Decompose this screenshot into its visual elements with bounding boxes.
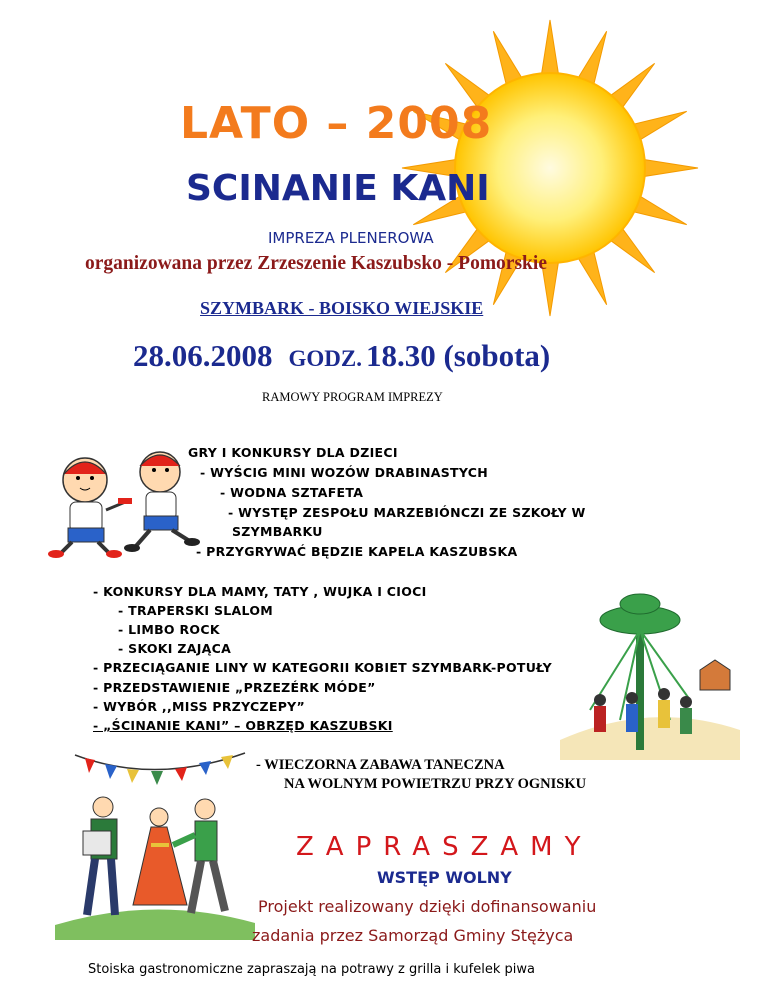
adult-program-item: - WYBÓR ,,MISS PRZYCZEPY”: [93, 699, 306, 714]
venue: SZYMBARK - BOISKO WIEJSKIE: [200, 298, 484, 318]
title-event: SCINANIE KANI: [186, 168, 490, 209]
kids-program-item: - PRZYGRYWAĆ BĘDZIE KAPELA KASZUBSKA: [196, 544, 518, 559]
adult-program-item: - KONKURSY DLA MAMY, TATY , WUJKA I CIOCI: [93, 584, 427, 599]
evening-line2: NA WOLNYM POWIETRZU PRZY OGNISKU: [284, 776, 587, 792]
title-year: LATO – 2008: [180, 98, 493, 149]
folk-dancers-clipart: [55, 745, 255, 940]
kids-program-item: - WODNA SZTAFETA: [220, 485, 364, 500]
adult-program-item: - PRZECIĄGANIE LINY W KATEGORII KOBIET SZYMBARK-POTUŁY: [93, 660, 552, 675]
subtitle: IMPREZA PLENEROWA: [268, 229, 434, 247]
adult-program-item: - LIMBO ROCK: [118, 622, 220, 637]
organizer: organizowana przez Zrzeszenie Kaszubsko - Pomorskie: [85, 253, 547, 274]
adult-program-item: - SKOKI ZAJĄCA: [118, 641, 232, 656]
adult-program-item: - PRZEDSTAWIENIE „PRZEZÉRK MÓDE”: [93, 680, 376, 695]
maypole-dance-clipart: [560, 590, 740, 760]
entry-free: WSTĘP WOLNY: [377, 868, 512, 887]
sun-ray: [637, 159, 698, 178]
project-line1: Projekt realizowany dzięki dofinansowaniu: [258, 897, 597, 916]
adult-program-item: - TRAPERSKI SLALOM: [118, 603, 274, 618]
program-heading: RAMOWY PROGRAM IMPREZY: [262, 390, 443, 404]
running-children-clipart: [40, 450, 220, 560]
event-time: 18.30 (sobota): [365, 338, 551, 373]
date-time-line: [133, 338, 550, 374]
event-date: 28.06.2008: [133, 338, 273, 373]
kids-program-item: - WYŚCIG MINI WOZÓW DRABINASTYCH: [200, 465, 488, 480]
kids-program-item: - WYSTĘP ZESPOŁU MARZEBIÓNCZI ZE SZKOŁY W: [228, 505, 586, 520]
kids-program-item: GRY I KONKURSY DLA DZIECI: [188, 445, 398, 460]
project-line2: zadania przez Samorząd Gminy Stężyca: [252, 926, 574, 945]
evening-line1: - WIECZORNA ZABAWA TANECZNA: [256, 757, 505, 773]
godz-label: GODZ.: [288, 346, 362, 371]
sun-ray: [541, 20, 560, 81]
adult-program-item: - „ŚCINANIE KANI” – OBRZĘD KASZUBSKI: [93, 718, 393, 733]
kids-program-item: SZYMBARKU: [232, 524, 323, 539]
food-stands-note: Stoiska gastronomiczne zapraszają na potrawy z grilla i kufelek piwa: [88, 962, 535, 977]
invite-heading: ZAPRASZAMY: [296, 832, 593, 862]
